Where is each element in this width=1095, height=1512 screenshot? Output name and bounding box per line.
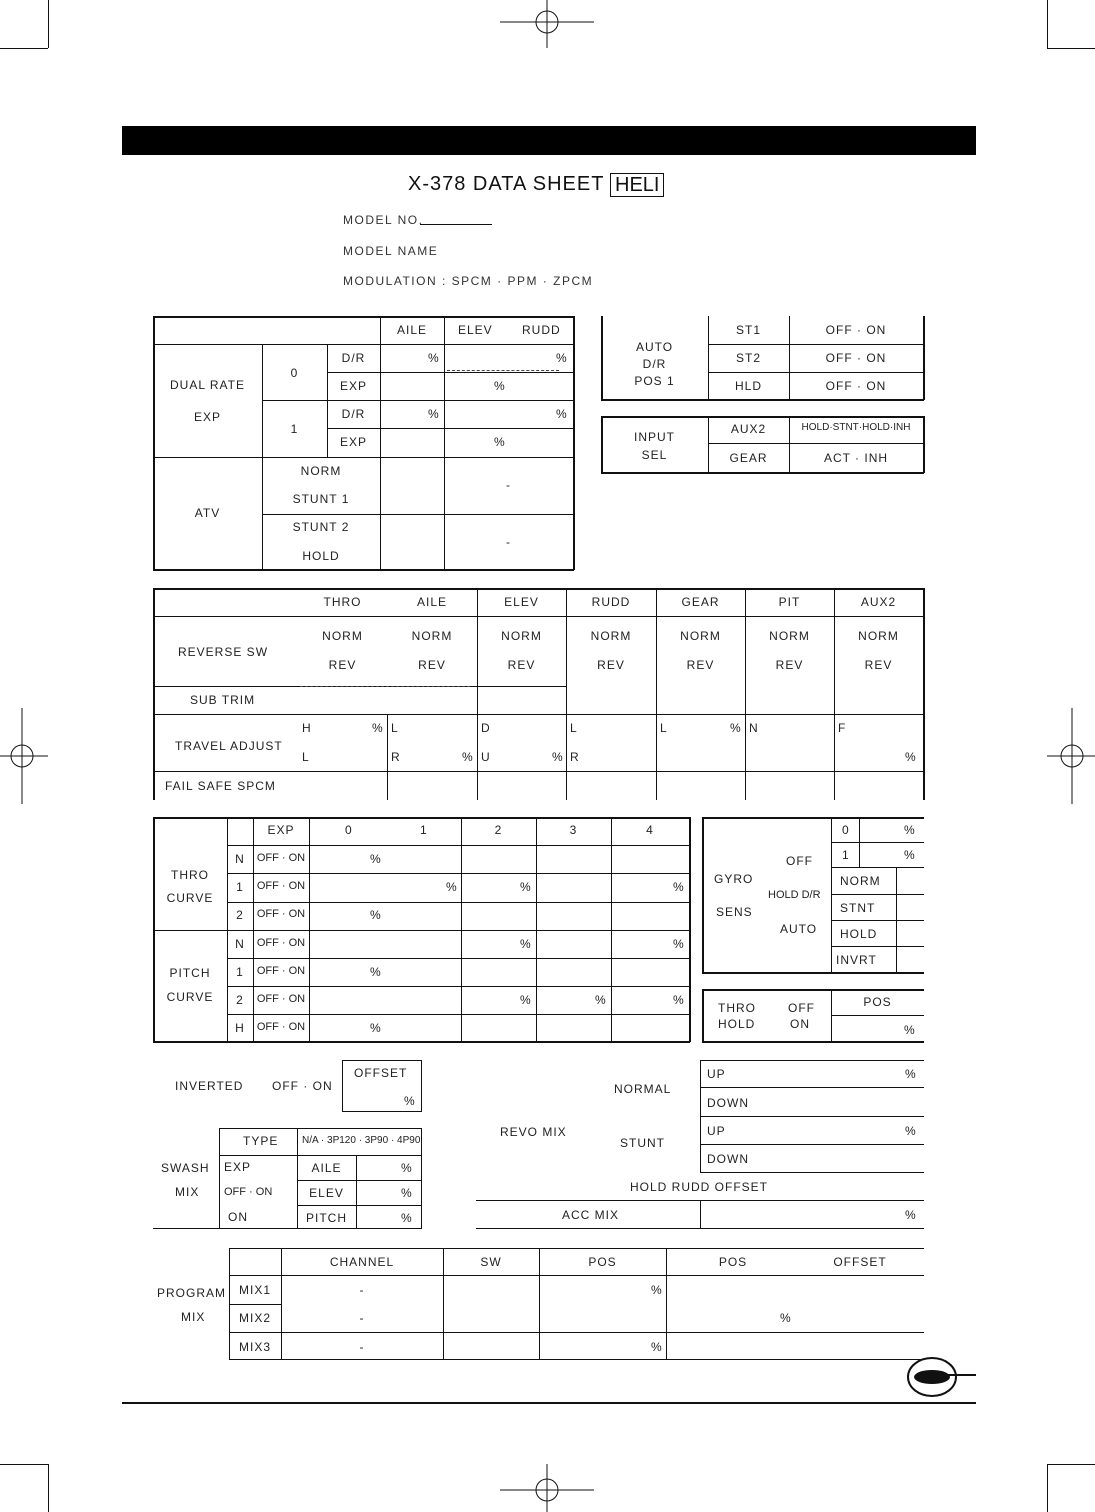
- pct-mark: %: [520, 993, 532, 1007]
- travel-mark: N: [749, 721, 759, 735]
- pct-mark: %: [905, 1067, 917, 1081]
- auto-dr-switch: ST1: [735, 323, 761, 337]
- revo-down: DOWN: [707, 1096, 749, 1110]
- curve-point-0: 0: [345, 823, 353, 837]
- atv-hold: HOLD: [302, 549, 340, 563]
- program-mix-label: PROGRAM: [157, 1286, 227, 1300]
- pct-mark: %: [552, 750, 564, 764]
- curve-exp-offon: OFF · ON: [256, 937, 306, 949]
- input-sel-value: HOLD·STNT·HOLD·INH: [801, 422, 911, 433]
- atv-label: ATV: [194, 506, 221, 520]
- pct-mark: %: [904, 823, 916, 837]
- swash-offon: OFF · ON: [224, 1186, 273, 1198]
- travel-adjust-label: TRAVEL ADJUST: [175, 739, 283, 753]
- travel-mark: R: [391, 750, 401, 764]
- model-no-blank: [420, 224, 492, 225]
- pct-mark: %: [370, 965, 382, 979]
- rev-header-aux2: AUX2: [860, 595, 897, 609]
- offset-label: OFFSET: [354, 1066, 408, 1080]
- title-badge: HELI: [610, 173, 664, 197]
- pct-mark: %: [370, 852, 382, 866]
- auto-dr-label: AUTO: [635, 340, 674, 354]
- curve-exp-offon: OFF · ON: [256, 880, 306, 892]
- swash-type-values: N/A · 3P120 · 3P90 · 4P90: [302, 1135, 421, 1146]
- curve-exp-header: EXP: [267, 823, 295, 837]
- rev-rev: REV: [328, 658, 357, 672]
- travel-mark: L: [660, 721, 668, 735]
- rev-header-rudd: RUDD: [591, 595, 631, 609]
- pct-mark: %: [494, 435, 506, 449]
- travel-mark: F: [838, 721, 847, 735]
- reverse-sw-label: REVERSE SW: [178, 645, 269, 659]
- pct-mark: %: [556, 407, 568, 421]
- rev-header-elev: ELEV: [504, 595, 539, 609]
- pct-mark: %: [556, 351, 568, 365]
- input-sel-label: INPUT: [634, 430, 675, 444]
- thro-curve-label: CURVE: [166, 891, 214, 905]
- atv-stunt1: STUNT 1: [292, 492, 350, 506]
- exp-row-label: EXP: [339, 435, 367, 449]
- rev-norm: NORM: [411, 629, 453, 643]
- prog-header-pos: POS: [588, 1255, 617, 1269]
- prog-dash: -: [359, 1283, 365, 1297]
- hold-rudd-offset: HOLD RUDD OFFSET: [630, 1180, 769, 1194]
- input-sel-switch: GEAR: [729, 451, 768, 465]
- rev-header-pit: PIT: [778, 595, 801, 609]
- pct-mark: %: [370, 1021, 382, 1035]
- prog-dash: -: [359, 1340, 365, 1354]
- rev-rev: REV: [864, 658, 893, 672]
- auto-dr-switch: HLD: [734, 379, 762, 393]
- pct-mark: %: [372, 721, 384, 735]
- pct-mark: %: [651, 1283, 663, 1297]
- travel-mark: L: [302, 750, 310, 764]
- travel-mark: R: [570, 750, 580, 764]
- gyro-pos: 0: [842, 823, 850, 837]
- auto-dr-value: OFF · ON: [825, 379, 887, 393]
- pct-mark: %: [904, 1023, 916, 1037]
- curve-row: 1: [236, 965, 244, 979]
- pct-mark: %: [905, 750, 917, 764]
- fail-safe-label: FAIL SAFE SPCM: [165, 779, 276, 793]
- acc-mix-label: ACC MIX: [562, 1208, 620, 1222]
- pct-mark: %: [494, 379, 506, 393]
- curve-point-4: 4: [646, 823, 654, 837]
- rev-rev: REV: [775, 658, 804, 672]
- gyro-mode: HOLD D/R: [768, 889, 821, 901]
- curve-point-2: 2: [494, 823, 503, 837]
- prog-header-pos: POS: [718, 1255, 748, 1269]
- rev-norm: NORM: [769, 629, 810, 643]
- gyro-cond: NORM: [840, 874, 881, 888]
- pct-mark: %: [462, 750, 474, 764]
- pct-mark: %: [673, 937, 685, 951]
- auto-dr-label: D/R: [642, 357, 667, 371]
- curve-exp-offon: OFF · ON: [256, 993, 306, 1005]
- curve-point-3: 3: [569, 823, 578, 837]
- exp-row-label: EXP: [339, 379, 367, 393]
- swash-exp: EXP: [224, 1160, 252, 1174]
- inverted-offon: OFF · ON: [272, 1079, 333, 1093]
- pos-0: 0: [290, 366, 299, 380]
- rev-header-gear: GEAR: [681, 595, 720, 609]
- auto-dr-switch: ST2: [735, 351, 761, 365]
- revo-mix-label: REVO MIX: [500, 1125, 567, 1139]
- thro-curve-label: THRO: [171, 868, 209, 882]
- curve-row: 2: [236, 993, 244, 1007]
- swash-type: TYPE: [243, 1134, 279, 1148]
- pct-mark: %: [370, 908, 382, 922]
- dr-label: D/R: [341, 351, 366, 365]
- page-title: X-378 DATA SHEET: [408, 173, 605, 195]
- model-no-label: MODEL NO.: [343, 213, 424, 227]
- swash-row: AILE: [311, 1161, 342, 1175]
- pct-mark: %: [905, 1208, 917, 1222]
- curve-row: 2: [236, 908, 244, 922]
- auto-dr-label: POS 1: [634, 374, 675, 388]
- prog-header-channel: CHANNEL: [329, 1255, 395, 1269]
- thro-hold-off: OFF: [788, 1001, 815, 1015]
- brand-logo-icon: [902, 1355, 978, 1399]
- gyro-pos: 1: [842, 848, 850, 862]
- swash-label: SWASH: [161, 1161, 210, 1175]
- gyro-cond: STNT: [840, 901, 876, 915]
- pct-mark: %: [651, 1340, 663, 1354]
- atv-dash: -: [506, 478, 511, 492]
- inverted-label: INVERTED: [175, 1079, 244, 1093]
- modulation-label: MODULATION : SPCM · PPM · ZPCM: [343, 274, 594, 288]
- rev-rev: REV: [507, 658, 536, 672]
- dual-rate-label: DUAL RATE: [169, 378, 245, 392]
- curve-exp-offon: OFF · ON: [256, 852, 306, 864]
- rev-norm: NORM: [590, 629, 632, 643]
- swash-label: MIX: [175, 1185, 200, 1199]
- atv-stunt2: STUNT 2: [292, 520, 350, 534]
- prog-mix-row: MIX3: [238, 1340, 271, 1354]
- curve-exp-offon: OFF · ON: [256, 965, 306, 977]
- pct-mark: %: [780, 1311, 792, 1325]
- pct-mark: %: [401, 1161, 413, 1175]
- pct-mark: %: [673, 993, 685, 1007]
- pct-mark: %: [401, 1211, 413, 1225]
- col-header-rudd: RUDD: [522, 323, 561, 337]
- curve-row: 1: [236, 880, 244, 894]
- gyro-cond: HOLD: [840, 927, 878, 941]
- model-name-label: MODEL NAME: [343, 244, 439, 258]
- pos-1: 1: [290, 422, 299, 436]
- col-header-aile: AILE: [396, 323, 427, 337]
- pct-mark: %: [673, 880, 685, 894]
- prog-mix-row: MIX2: [238, 1311, 271, 1325]
- curve-row: N: [235, 852, 245, 866]
- revo-stunt: STUNT: [620, 1136, 665, 1150]
- travel-mark: L: [570, 721, 578, 735]
- gyro-mode: AUTO: [780, 922, 818, 936]
- pitch-curve-label: PITCH: [169, 966, 211, 980]
- rev-header-thro: THRO: [323, 595, 362, 609]
- input-sel-value: ACT · INH: [823, 451, 889, 465]
- rev-rev: REV: [418, 658, 446, 672]
- prog-dash: -: [359, 1311, 365, 1325]
- pct-mark: %: [905, 1124, 917, 1138]
- exp-label: EXP: [193, 410, 221, 424]
- swash-row: ELEV: [309, 1186, 344, 1200]
- prog-header-sw: SW: [480, 1255, 502, 1269]
- gyro-mode: OFF: [786, 854, 813, 868]
- rev-norm: NORM: [858, 629, 899, 643]
- input-sel-label: SEL: [641, 448, 668, 462]
- swash-row: PITCH: [306, 1211, 347, 1225]
- gyro-label: GYRO: [714, 872, 754, 886]
- rev-norm: NORM: [680, 629, 721, 643]
- rev-norm: NORM: [322, 629, 363, 643]
- pct-mark: %: [428, 351, 440, 365]
- pct-mark: %: [595, 993, 607, 1007]
- curve-row: N: [235, 937, 245, 951]
- pct-mark: %: [904, 848, 916, 862]
- curve-exp-offon: OFF · ON: [256, 908, 306, 920]
- travel-mark: H: [302, 721, 312, 735]
- curve-row: H: [235, 1021, 245, 1035]
- travel-mark: U: [481, 750, 491, 764]
- auto-dr-value: OFF · ON: [825, 323, 887, 337]
- input-sel-switch: AUX2: [730, 422, 767, 436]
- gyro-cond: INVRT: [836, 953, 877, 967]
- pct-mark: %: [520, 937, 532, 951]
- footer-rule: [122, 1402, 976, 1404]
- revo-up: UP: [707, 1067, 726, 1081]
- swash-on: ON: [228, 1210, 248, 1224]
- program-mix-label: MIX: [181, 1310, 206, 1324]
- pct-mark: %: [401, 1186, 413, 1200]
- gyro-label: SENS: [716, 905, 753, 919]
- revo-normal: NORMAL: [614, 1082, 672, 1096]
- pct-mark: %: [446, 880, 458, 894]
- pitch-curve-label: CURVE: [166, 990, 214, 1004]
- thro-hold-on: ON: [790, 1017, 810, 1031]
- pct-mark: %: [520, 880, 532, 894]
- prog-mix-row: MIX1: [238, 1283, 271, 1297]
- thro-hold-pos: POS: [863, 995, 892, 1009]
- travel-mark: D: [481, 721, 491, 735]
- thro-hold-label: HOLD: [718, 1017, 756, 1031]
- rev-header-aile: AILE: [416, 595, 447, 609]
- col-header-elev: ELEV: [458, 323, 493, 337]
- curve-point-1: 1: [420, 823, 428, 837]
- rev-norm: NORM: [501, 629, 542, 643]
- travel-mark: L: [391, 721, 399, 735]
- revo-up: UP: [707, 1124, 726, 1138]
- prog-header-offset: OFFSET: [833, 1255, 887, 1269]
- atv-dash: -: [506, 535, 511, 549]
- pct-mark: %: [428, 407, 440, 421]
- auto-dr-value: OFF · ON: [825, 351, 887, 365]
- pct-mark: %: [730, 721, 742, 735]
- atv-norm: NORM: [300, 464, 342, 478]
- curve-exp-offon: OFF · ON: [256, 1021, 306, 1033]
- rev-rev: REV: [686, 658, 715, 672]
- thro-hold-label: THRO: [718, 1001, 756, 1015]
- dr-label: D/R: [341, 407, 366, 421]
- pct-mark: %: [404, 1094, 416, 1108]
- revo-down: DOWN: [707, 1152, 749, 1166]
- sub-trim-label: SUB TRIM: [190, 693, 256, 707]
- rev-rev: REV: [597, 658, 625, 672]
